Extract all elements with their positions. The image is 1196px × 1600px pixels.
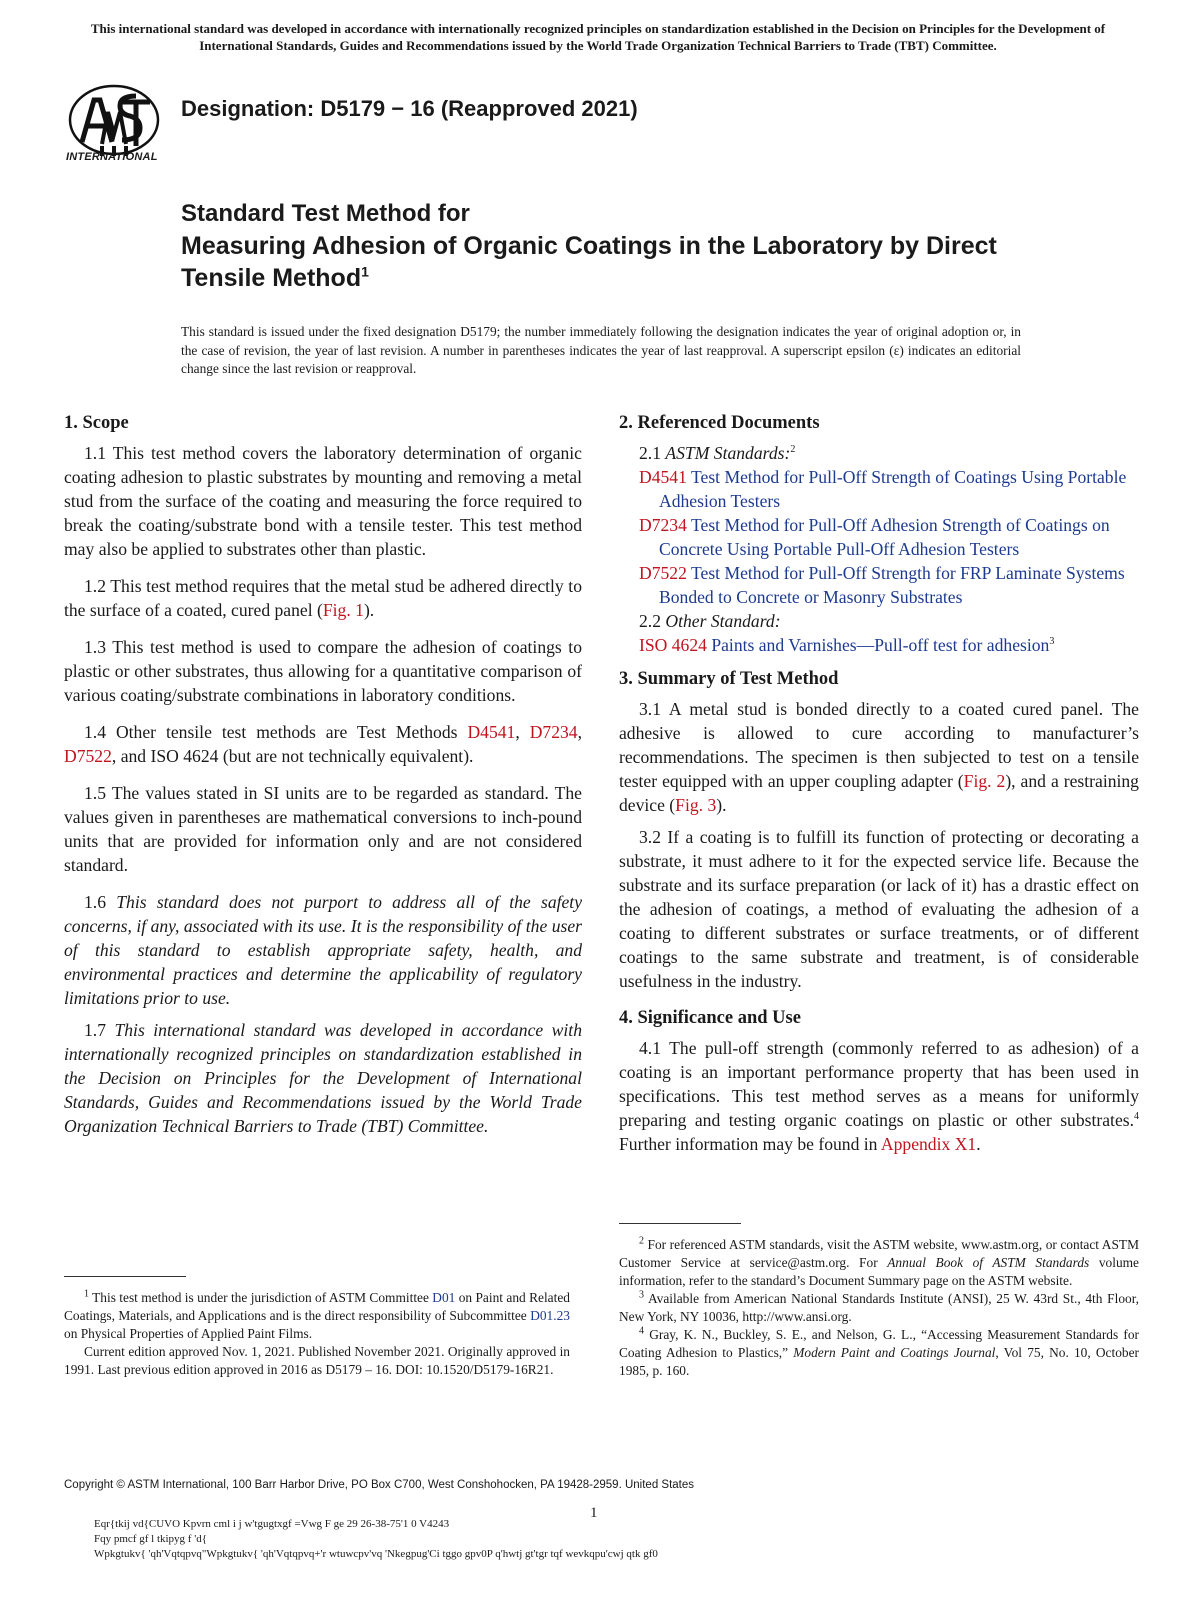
fig-3-link[interactable]: Fig. 3 <box>675 795 717 815</box>
paragraph-1-4: 1.4 Other tensile test methods are Test Methods D4541, D7234, D7522, and ISO 4624 (but are not technically equivalent). <box>64 722 583 766</box>
footnote-1: $^1$ This test method is under the jurisdiction of ASTM Committee D01 on Paint and Related Coatings, Materials, and Applications and is the direct responsibility of Subcommittee D01.23 on Physical Properties of Applied Paint Films. <box>64 1288 570 1341</box>
ref-iso-4624[interactable]: ISO 4624 Paints and Varnishes—Pull-off test for adhesion$^3$ <box>639 635 1055 655</box>
ref-d4541[interactable]: D4541 Test Method for Pull-Off Strength of Coatings Using Portable Adhesion Testers <box>639 467 1127 511</box>
footnote-4: $^4$ Gray, K. N., Buckley, S. E., and Nelson, G. L., “Accessing Measurement Standards for Coating Adhesion to Plastics,” Modern Paint and Coatings Journal, Vol 75, No. 10, October 1985, p. 160. <box>619 1325 1139 1378</box>
issued-note: This standard is issued under the fixed designation D5179; the number immediately following the designation indicates the year of original adoption or, in the case of revision, the year of last revision. A number in parentheses indicates the year of last reapproval. A superscript epsilon (ε) indicates an editorial change since the last revision or reapproval. <box>181 324 1021 376</box>
paragraph-1-7: 1.7 This international standard was developed in accordance with internationally recognized principles on standardization established in the Decision on Principles for the Development of International Standards, Guides and Recommendations issued by the World Trade Organization Technical Barriers to Trade (TBT) Committee. <box>64 1020 582 1136</box>
paragraph-3-2: 3.2 If a coating is to fulfill its function of protecting or decorating a substrate, it must adhere to it for the expected service life. Because the substrate and its surface preparation (or lack of it) has a drastic effect on the adhesion of coatings, a method of evaluating the adhesion of a coating to different substrates or surface treatments, or of different coatings to the same substrate and treatment, is of considerable usefulness in the industry. <box>619 827 1139 991</box>
d7522-link[interactable]: D7522 <box>64 746 112 766</box>
footnote-divider-left <box>64 1276 186 1277</box>
logo-international-label: INTERNATIONAL <box>66 151 158 163</box>
tbt-notice: This international standard was developed in accordance with internationally recognized principles on standardization established in the Decision on Principles for the Development of International Standards, Guides and Recommendations issued by the World Trade Organization Technical Barriers to Trade (TBT) Committee. <box>90 21 1106 53</box>
copyright-line: Copyright © ASTM International, 100 Barr Harbor Drive, PO Box C700, West Conshohocken, PA 19428-2959. United States <box>64 1479 695 1491</box>
footnote-divider-right <box>619 1223 741 1224</box>
title-line-2: Measuring Adhesion of Organic Coatings in the Laboratory by Direct Tensile Method <box>181 232 997 292</box>
section-heading-scope: 1. Scope <box>64 413 129 433</box>
fig-2-link[interactable]: Fig. 2 <box>963 771 1006 791</box>
footnote-1-edition: Current edition approved Nov. 1, 2021. Published November 2021. Originally approved in 1991. Last previous edition approved in 2016 as D5179 – 16. DOI: 10.1520/D5179-16R21. <box>64 1344 570 1377</box>
page-number: 1 <box>590 1505 598 1521</box>
footnote-2: $^2$ For referenced ASTM standards, visit the ASTM website, www.astm.org, or contact ASTM Customer Service at service@astm.org. For Annual Book of ASTM Standards volume information, refer to the standard’s Document Summary page on the ASTM website. <box>619 1235 1139 1288</box>
appendix-x1-link[interactable]: Appendix X1 <box>880 1134 977 1154</box>
license-stamp <box>94 1517 658 1562</box>
license-stamp-line: Eqr{tkij vd{CUVO Kpvrn cml i j w'tgugtxgf =Vwg F ge 29 26-38-75'1 0 V4243 <box>94 1518 450 1530</box>
designation: Designation: D5179 − 16 (Reapproved 2021) <box>181 96 638 121</box>
d4541-link[interactable]: D4541 <box>467 722 516 742</box>
section-heading-referenced: 2. Referenced Documents <box>619 413 820 433</box>
paragraph-1-5: 1.5 The values stated in SI units are to be regarded as standard. The values given in parentheses are mathematical conversions to inch-pound units that are provided for information only and are not considered standard. <box>64 783 582 875</box>
ref-d7234[interactable]: D7234 Test Method for Pull-Off Adhesion Strength of Coatings on Concrete Using Portable Pull-Off Adhesion Testers <box>639 515 1110 559</box>
license-stamp-line: Wpkgtukv{ 'qh'Vqtqpvq"Wpkgtukv{ 'qh'Vqtqpvq+'r wtuwcpv'vq 'Nkegpug'Ci tggo gpv0P q'hwtj gt'tgr tqf wevkqpu'cwj qtk gf0 <box>94 1548 658 1560</box>
paragraph-1-2: 1.2 This test method requires that the metal stud be adhered directly to the surface of a coated, cured panel (Fig. 1). <box>64 576 582 620</box>
right-column <box>619 411 1139 1169</box>
other-standard-label: 2.2 Other Standard: <box>639 611 781 631</box>
document-title <box>181 198 1061 294</box>
astm-standards-label: 2.1 ASTM Standards:$^2$ <box>639 443 796 463</box>
paragraph-4-1: 4.1 The pull-off strength (commonly referred to as adhesion) of a coating is an important performance property that has been used in specifications. This test method serves as a means for uniformly preparing and testing organic coatings on plastic or other substrates.$^4$ Further information may be found in Appendix X1. <box>619 1038 1139 1154</box>
ref-d7522[interactable]: D7522 Test Method for Pull-Off Strength for FRP Laminate Systems Bonded to Concrete or Masonry Substrates <box>639 563 1125 607</box>
footnote-3: $^3$ Available from American National Standards Institute (ANSI), 25 W. 43rd St., 4th Floor, New York, NY 10036, http://www.ansi.org. <box>619 1289 1139 1324</box>
left-column <box>64 411 582 1151</box>
paragraph-3-1: 3.1 A metal stud is bonded directly to a coated cured panel. The adhesive is allowed to cure according to manufacturer’s recommendations. The specimen is then subjected to test on a tensile tester equipped with an upper coupling adapter (Fig. 2), and a restraining device (Fig. 3). <box>619 699 1139 815</box>
title-footnote-marker: 1 <box>361 263 369 280</box>
license-stamp-line: Fqy pmcf gf l tkipyg f 'd{ <box>94 1533 207 1545</box>
title-line-1: Standard Test Method for <box>181 200 470 227</box>
d01-link[interactable]: D01 <box>432 1290 456 1305</box>
fig-1-link[interactable]: Fig. 1 <box>322 600 364 620</box>
paragraph-1-3: 1.3 This test method is used to compare the adhesion of coatings to plastic or other substrates, thus allowing for a quantitative comparison of various coating/substrate combinations in laboratory conditions. <box>64 637 582 705</box>
d01-23-link[interactable]: D01.23 <box>530 1308 570 1323</box>
footnotes-left <box>64 1289 570 1379</box>
paragraph-1-1: 1.1 This test method covers the laboratory determination of organic coating adhesion to plastic substrates by mounting and removing a metal stud from the surface of the coating and measuring the force required to break the coating/substrate bond with a tensile tester. This test method may also be applied to substrates other than plastic. <box>64 443 582 559</box>
paragraph-1-6: 1.6 This standard does not purport to address all of the safety concerns, if any, associated with its use. It is the responsibility of the user of this standard to establish appropriate safety, health, and environmental practices and determine the applicability of regulatory limitations prior to use. <box>64 892 583 1008</box>
section-heading-significance: 4. Significance and Use <box>619 1008 801 1028</box>
section-heading-summary: 3. Summary of Test Method <box>619 669 839 689</box>
footnotes-right <box>619 1236 1139 1380</box>
d7234-link[interactable]: D7234 <box>529 722 578 742</box>
